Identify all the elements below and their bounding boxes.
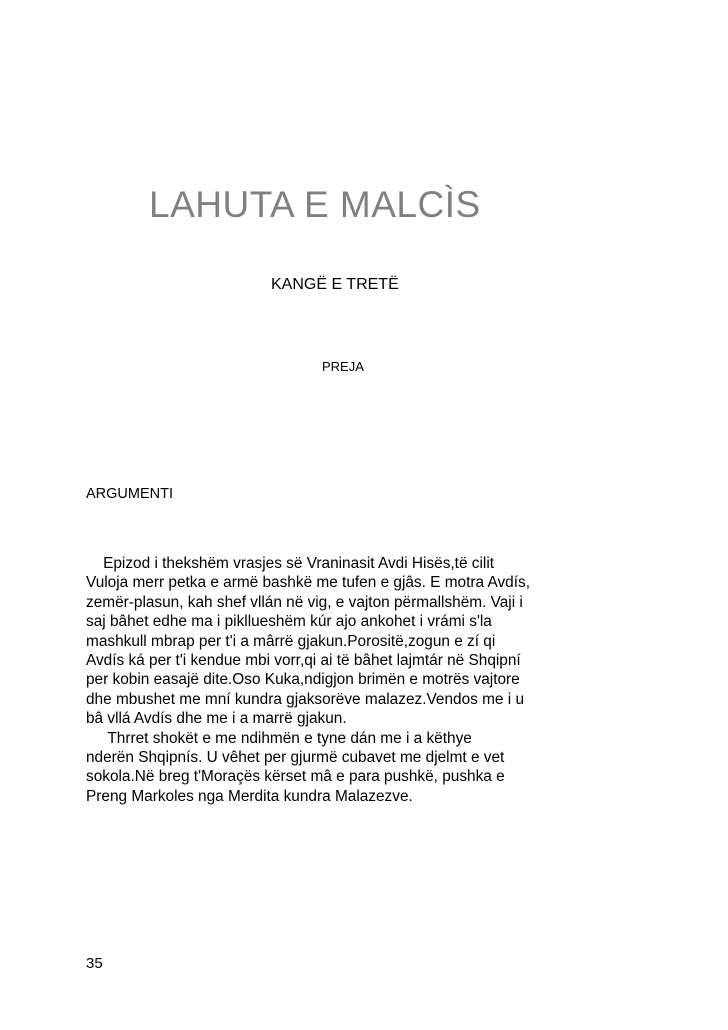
body-line: per kobin easajë dite.Oso Kuka,ndigjon brimën e motrës vajtore <box>86 671 520 689</box>
body-line: Epizod i thekshëm vrasjes së Vraninasit Avdi Hisës,të cilit <box>86 555 495 572</box>
page-title: LAHUTA E MALCÌS <box>149 184 481 225</box>
page-number: 35 <box>86 955 103 972</box>
argument-heading: ARGUMENTI <box>86 486 173 502</box>
body-line: zemër-plasun, kah shef vllán në vig, e vajton përmallshëm. Vaji i <box>86 593 523 611</box>
body-line: dhe mbushet me mní kundra gjaksorëve malazez.Vendos me i u <box>86 690 525 708</box>
canto-subtitle: KANGË E TRETË <box>271 276 399 293</box>
section-title: PREJA <box>322 359 364 374</box>
body-line: Preng Markoles nga Merdita kundra Malazezve. <box>86 787 413 805</box>
body-line: Thrret shokët e me ndihmën e tyne dán me i a këthye <box>86 729 472 747</box>
body-line: Avdís ká per t'i kendue mbi vorr,qi ai të bâhet lajmtár në Shqipní <box>86 652 521 670</box>
argument-body <box>86 554 646 806</box>
body-line: saj bâhet edhe ma i piklluеshëm kúr ajo ankohet i vrámi s'la <box>86 613 492 631</box>
body-line: nderën Shqipnís. U vêhet per gjurmë cubavet me djelmt e vet <box>86 749 505 767</box>
body-line: bâ vllá Avdís dhe me i a marrë gjakun. <box>86 710 347 728</box>
body-line: sokola.Në breg t'Moraçës kërset mâ e para pushkë, pushka e <box>86 768 505 786</box>
body-line: Vuloja merr petka e armë bashkë me tufen e gjâs. E motra Avdís, <box>86 574 530 592</box>
body-line: mashkull mbrap per t'i a mârrë gjakun.Porositë,zogun e zí qi <box>86 632 496 650</box>
